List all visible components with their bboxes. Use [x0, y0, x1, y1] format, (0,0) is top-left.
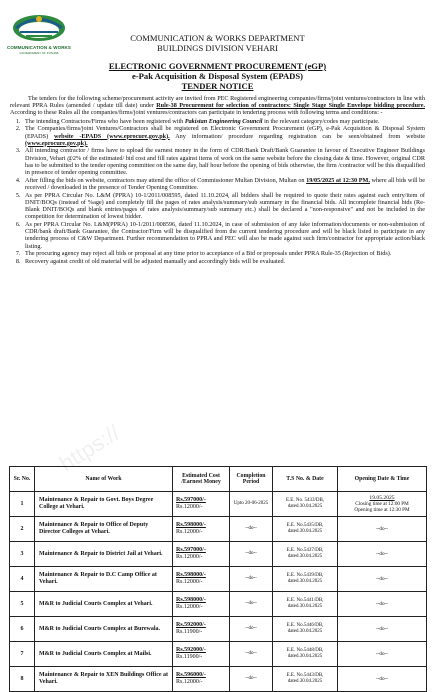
- row-ts-date: dated.30.04.2025: [287, 679, 323, 684]
- logo-sub-text: GOVERNMENT OF PUNJAB: [19, 51, 59, 55]
- term-link[interactable]: (www.eprocure.gov.pk).: [25, 139, 88, 147]
- cw-logo-emblem-icon: [6, 6, 72, 46]
- row-ts: [273, 492, 338, 517]
- row-ts: [273, 617, 338, 642]
- row-sr: 3: [10, 542, 35, 567]
- row-ts-no: E.E. No.5439/DB,: [286, 573, 324, 578]
- row-earnest-money: Rs.12000/-: [176, 504, 203, 510]
- table-body: [10, 492, 427, 692]
- terms-list: [8, 118, 427, 266]
- row-ts-date: dated.30.04.2025: [287, 529, 323, 534]
- row-estimated-cost: Rs.598000/-: [176, 522, 206, 528]
- row-cost: [173, 542, 230, 567]
- term-text: As per PPRA Circular No. L&M(PPRA) 10-1/2011/008596, dated 11.10.2024, in case of submission of any fake information/documents or non-submission of CDR/bank draft/Bank Guarantee, the Contractor/Firm will be disqualified from the current tendering procedure and will be black listed to participate in any tendering process of C&W Department. Further recommendation to PPRA and PEC will also be made against such firm/contractor for appropriate action/black listing.: [25, 220, 425, 250]
- term-item: [22, 221, 425, 250]
- row-open: [338, 592, 427, 617]
- row-earnest-money: Rs.12000/-: [176, 604, 203, 610]
- intro-paragraph: [10, 95, 425, 117]
- term-text: in the relevant category/codes may participate.: [262, 117, 380, 125]
- row-estimated-cost: Rs.598000/-: [176, 597, 206, 603]
- row-open: [338, 542, 427, 567]
- term-text: where all bids will be received / downloaded in the presence of Tender Opening Committee.: [25, 176, 425, 191]
- division-name: BUILDINGS DIVISION VEHARI: [156, 43, 279, 53]
- col-cost: Estimated Cost /Earnest Money: [173, 467, 230, 492]
- table-row: [10, 492, 427, 517]
- row-earnest-money: Rs.12000/-: [176, 579, 203, 585]
- row-earnest-money: Rs.12000/-: [176, 529, 203, 535]
- row-ts-date: dated.30.04.2025: [287, 654, 323, 659]
- row-sr: 5: [10, 592, 35, 617]
- table-row: [10, 617, 427, 642]
- row-sr: 1: [10, 492, 35, 517]
- col-work: Name of Work: [35, 467, 173, 492]
- col-ts: T.S No. & Date: [273, 467, 338, 492]
- term-text: After filling the bids on website, contractors may attend the office of Commissioner Multan Division, Multan on: [25, 176, 307, 184]
- row-estimated-cost: Rs.596000/-: [176, 672, 206, 678]
- row-sr: 7: [10, 642, 35, 667]
- row-open-date: --do--: [375, 626, 389, 632]
- row-ts-date: dated.30.04.2025: [287, 604, 323, 609]
- row-open-date: --do--: [375, 651, 389, 657]
- col-open: Opening Date & Time: [338, 467, 427, 492]
- row-work: Maintenance & Repair to Govt. Boys Degree College at Vehari.: [35, 492, 173, 517]
- row-earnest-money: Rs.11900/-: [176, 629, 203, 635]
- row-period: --do--: [230, 542, 273, 567]
- row-ts: [273, 542, 338, 567]
- title-egp: ELECTRONIC GOVERNMENT PROCUREMENT (eGP): [108, 61, 327, 71]
- term-text: Any information/ procedure regarding registration can be seen/obtained from website: [169, 132, 426, 140]
- row-earnest-money: Rs.12000/-: [176, 554, 203, 560]
- row-open: [338, 667, 427, 692]
- term-item: [22, 192, 425, 221]
- tender-table: [9, 466, 427, 692]
- row-work: Maintenance & Repair to XEN Buildings Office at Vehari.: [35, 667, 173, 692]
- row-period: --do--: [230, 667, 273, 692]
- row-ts: [273, 567, 338, 592]
- row-ts-date: dated.30.04.2025: [287, 629, 323, 634]
- row-estimated-cost: Rs.592000/-: [176, 647, 206, 653]
- row-open: [338, 492, 427, 517]
- term-text: Recovery against credit of old material will be adjusted manually and accordingly bids will be evaluated.: [25, 257, 286, 265]
- intro-end-text: According to these Rules all the companies/firms/joint ventures/contractors can participate in tendering process with following terms and conditions: -: [10, 109, 383, 117]
- row-cost: [173, 592, 230, 617]
- row-ts-no: E.E. No.5441/DB,: [286, 598, 324, 603]
- row-sr: 8: [10, 667, 35, 692]
- table-row: [10, 667, 427, 692]
- term-bold: 19/05/2025 at 12:30 PM,: [306, 176, 370, 184]
- row-ts-no: E.E. No. 5433/DB,: [285, 498, 325, 503]
- row-open: [338, 617, 427, 642]
- row-cost: [173, 617, 230, 642]
- row-period: --do--: [230, 567, 273, 592]
- row-ts-no: E.E. No.5435/DB,: [286, 523, 324, 528]
- row-estimated-cost: Rs.597000/-: [176, 547, 206, 553]
- row-work: M&R to Judicial Courts Complex at Burewala.: [35, 617, 173, 642]
- title-epads: e-Pak Acquisition & Disposal System (EPADS): [131, 71, 303, 81]
- row-work: M&R to Judicial Courts Complex at Mailsi.: [35, 642, 173, 667]
- row-period: --do--: [230, 517, 273, 542]
- row-cost: [173, 667, 230, 692]
- row-earnest-money: Rs.11900/-: [176, 654, 203, 660]
- row-work: M&R to Judicial Courts Complex at Vehari.: [35, 592, 173, 617]
- term-text: As per PPRA Circular No. L&M (PPRA) 10-1/2011/008595, dated 11.10.2024, all bidders shall be required to quote their rates against each entry/item of DNIT/BOQs (instead of %age) and completely fill the pages of rates analysis/summary/sub summary in the financial bids. All incomplete financial bids (Re-Blank DNIT/BOQs and blank entries/pages of rates analysis/summary/sub summary etc.) shall be declared a "non-responsive" and not be included in the competition for determination of lowest bidder.: [25, 191, 425, 221]
- term-item: [22, 250, 425, 257]
- term-text: The procuring agency may reject all bids or proposal at any time prior to acceptance of a Bid or proposals under PPRA Rule-35 (Rejection of Bids).: [25, 250, 392, 258]
- row-ts-date: dated.30.04.2025: [287, 579, 323, 584]
- row-cost: [173, 492, 230, 517]
- row-sr: 6: [10, 617, 35, 642]
- col-sr: Sr. No.: [10, 467, 35, 492]
- row-estimated-cost: Rs.597000/-: [176, 497, 206, 503]
- row-period: --do--: [230, 617, 273, 642]
- row-ts-no: E.E. No.5437/DB,: [286, 548, 324, 553]
- col-period: Completion Period: [230, 467, 273, 492]
- term-item: [22, 125, 425, 147]
- row-open: [338, 567, 427, 592]
- row-ts-date: dated.30.04.2025: [287, 504, 323, 509]
- term-link[interactable]: website -EPADS (www.eprocure.gov.pk).: [53, 132, 170, 140]
- row-cost: [173, 642, 230, 667]
- row-open-date: --do--: [375, 551, 389, 557]
- row-earnest-money: Rs.12000/-: [176, 679, 203, 685]
- row-work: Maintenance & Repair to Office of Deputy Director Colleges at Vehari.: [35, 517, 173, 542]
- row-ts-date: dated.30.04.2025: [287, 554, 323, 559]
- row-opening-time: Opening time at 12:30 PM: [354, 507, 410, 513]
- row-open: [338, 517, 427, 542]
- row-period: Upto 20-06-2025: [230, 492, 273, 517]
- intro-text: The tenders for the following scheme/procurement activity are invited from PEC Registered engineering companies/firms/joint ventures/contractors in line with relevant PPRA Rules (amended / update till date) under: [10, 95, 425, 110]
- term-bold: Pakistan Engineering Council: [184, 117, 263, 125]
- term-item: [22, 258, 425, 265]
- table-row: [10, 542, 427, 567]
- logo-brand-text: COMMUNICATION & WORKS: [6, 45, 71, 50]
- row-cost: [173, 517, 230, 542]
- row-estimated-cost: Rs.592000/-: [176, 622, 206, 628]
- watermark: https://: [55, 420, 125, 477]
- row-ts-no: E.E. No.5443/DB,: [286, 673, 324, 678]
- row-ts: [273, 592, 338, 617]
- term-item: [22, 147, 425, 176]
- row-open-date: --do--: [375, 526, 389, 532]
- row-ts: [273, 517, 338, 542]
- row-ts-no: E.E. No.5446/DB,: [286, 623, 324, 628]
- row-ts: [273, 642, 338, 667]
- term-text: The intending Contractors/Firms who have been registered with: [25, 117, 185, 125]
- term-item: [22, 177, 425, 191]
- row-estimated-cost: Rs.598000/-: [176, 572, 206, 578]
- table-row: [10, 642, 427, 667]
- intro-rule-text: Rule-38 Procurement for selection of contractors: Single Stage Single Envelope bidding procedure.: [156, 102, 425, 110]
- row-period: --do--: [230, 642, 273, 667]
- title-tender-notice: TENDER NOTICE: [181, 81, 254, 91]
- row-ts: [273, 667, 338, 692]
- department-name: COMMUNICATION & WORKS DEPARTMENT: [130, 33, 305, 43]
- row-open-date: --do--: [375, 601, 389, 607]
- cw-logo: [6, 6, 72, 55]
- row-closing-time: Closing time at 12:00 PM: [355, 501, 409, 507]
- row-open: [338, 642, 427, 667]
- table-row: [10, 592, 427, 617]
- row-sr: 2: [10, 517, 35, 542]
- row-sr: 4: [10, 567, 35, 592]
- term-text: The Companies/firms/joint Ventures/Contractors shall be registered on Electronic Government Procurement (eGP), e-Pak Acquisition & Disposal System (EPADS): [25, 125, 425, 140]
- row-work: Maintenance & Repair to District Jail at Vehari.: [35, 542, 173, 567]
- row-cost: [173, 567, 230, 592]
- term-item: [22, 118, 425, 125]
- table-row: [10, 567, 427, 592]
- row-period: --do--: [230, 592, 273, 617]
- row-open-date: --do--: [375, 676, 389, 682]
- table-header-row: [10, 467, 427, 492]
- row-open-date: --do--: [375, 576, 389, 582]
- row-ts-no: E.E. No.5448/DB,: [286, 648, 324, 653]
- row-open-date: 19.05.2025: [369, 495, 395, 501]
- term-text: All intending contractor / firms have to upload the earnest money in the form of CDR/Bank Draft/Bank Guarantee in favour of Executive Engineer Buildings Division, Vehari @2% of the estimated/ bid cost and fill rates against items of work on the same website before the closing date & time. However, original CDR has to be submitted to the tender opening committee on the same day, half hour before the opening of bids otherwise, the firm /contractor will be this disqualified in presence of tender opening committee.: [25, 147, 425, 177]
- table-row: [10, 517, 427, 542]
- row-work: Maintenance & Repair to D.C Camp Office at Vehari.: [35, 567, 173, 592]
